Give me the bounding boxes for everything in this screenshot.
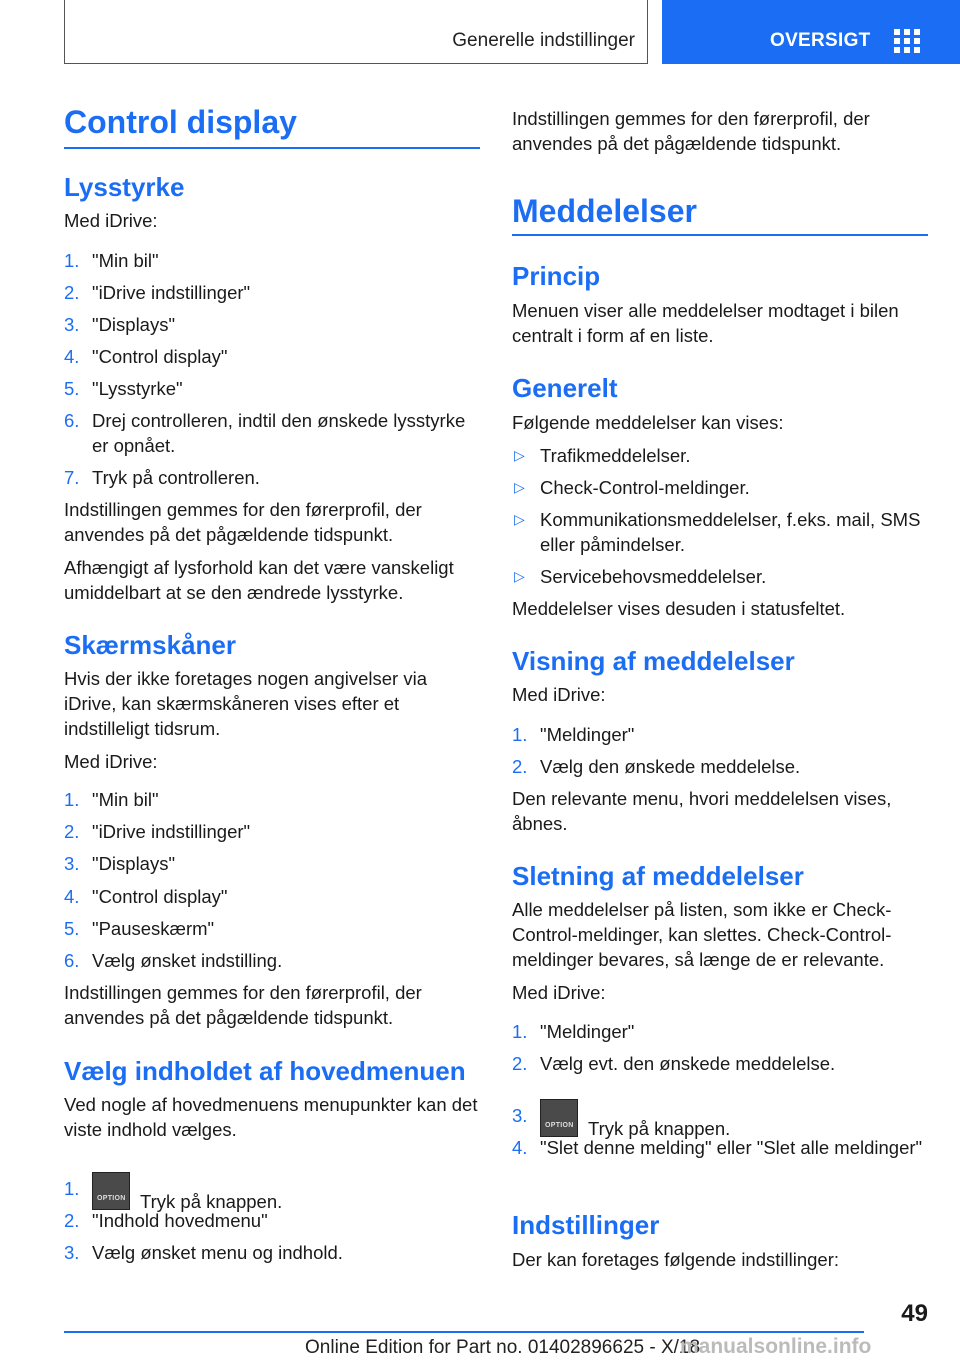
overview-label: OVERSIGT	[770, 30, 871, 51]
heading-lysstyrke: Lysstyrke	[64, 172, 185, 202]
note-text: Meddelelser vises desuden i statusfeltet.	[512, 598, 846, 619]
body-text: Menuen viser alle meddelelser modtaget i bilen centralt i form af en liste.	[512, 300, 899, 346]
title-rule	[64, 147, 480, 149]
body-text: Der kan foretages følgende indstillinger:	[512, 1249, 840, 1270]
grid-icon	[894, 29, 920, 53]
intro-text: Med iDrive:	[512, 982, 606, 1003]
watermark: manualsonline.info	[680, 1335, 872, 1358]
title-rule	[512, 234, 928, 236]
body-text: Ved nogle af hovedmenuens menupunkter kan det viste indhold vælges.	[64, 1094, 478, 1140]
note-text: Den relevante menu, hvori meddelelsen vises, åbnes.	[512, 788, 892, 834]
heading-skaermskaaner: Skærmskåner	[64, 630, 236, 660]
section-title: Generelle indstillinger	[452, 30, 635, 51]
note-text: Afhængigt af lysforhold kan det være vanskeligt umiddelbart at se den ændrede lysstyrke.	[64, 557, 454, 603]
footer-edition: Online Edition for Part no. 01402896625 - X/18	[305, 1337, 701, 1358]
option-button-icon: OPTION	[92, 1172, 130, 1210]
page-title: Control display	[64, 104, 297, 140]
heading-princip: Princip	[512, 261, 601, 291]
overview-button[interactable]	[662, 0, 960, 64]
intro-text: Med iDrive:	[64, 210, 158, 231]
footer-rule	[64, 1331, 864, 1333]
heading-sletning: Sletning af meddelelser	[512, 861, 804, 891]
intro-text: Med iDrive:	[64, 751, 158, 772]
heading-indstillinger: Indstillinger	[512, 1210, 660, 1240]
note-text: Indstillingen gemmes for den førerprofil, der anvendes på det pågældende tidspunkt.	[64, 499, 422, 545]
section-title-meddelelser: Meddelelser	[512, 193, 697, 229]
intro-text: Med iDrive:	[512, 684, 606, 705]
note-text: Indstillingen gemmes for den førerprofil, der anvendes på det pågældende tidspunkt.	[512, 108, 870, 154]
intro-text: Følgende meddelelser kan vises:	[512, 412, 784, 433]
heading-generelt: Generelt	[512, 373, 618, 403]
option-button-icon: OPTION	[540, 1099, 578, 1137]
note-text: Indstillingen gemmes for den førerprofil, der anvendes på det pågældende tidspunkt.	[64, 982, 422, 1028]
section-tab[interactable]	[64, 0, 648, 64]
page-number: 49	[901, 1300, 928, 1327]
body-text: Alle meddelelser på listen, som ikke er Check-Control-meldinger, kan slettes. Check-Control-meldinger bevares, så længe de er relevante.	[512, 899, 892, 970]
page-header	[64, 0, 960, 66]
heading-visning: Visning af meddelelser	[512, 646, 795, 676]
heading-hovedmenu: Vælg indholdet af hovedmenuen	[64, 1056, 466, 1086]
body-text: Hvis der ikke foretages nogen angivelser via iDrive, kan skærmskåneren vises efter et indstilleligt tidsrum.	[64, 668, 427, 739]
